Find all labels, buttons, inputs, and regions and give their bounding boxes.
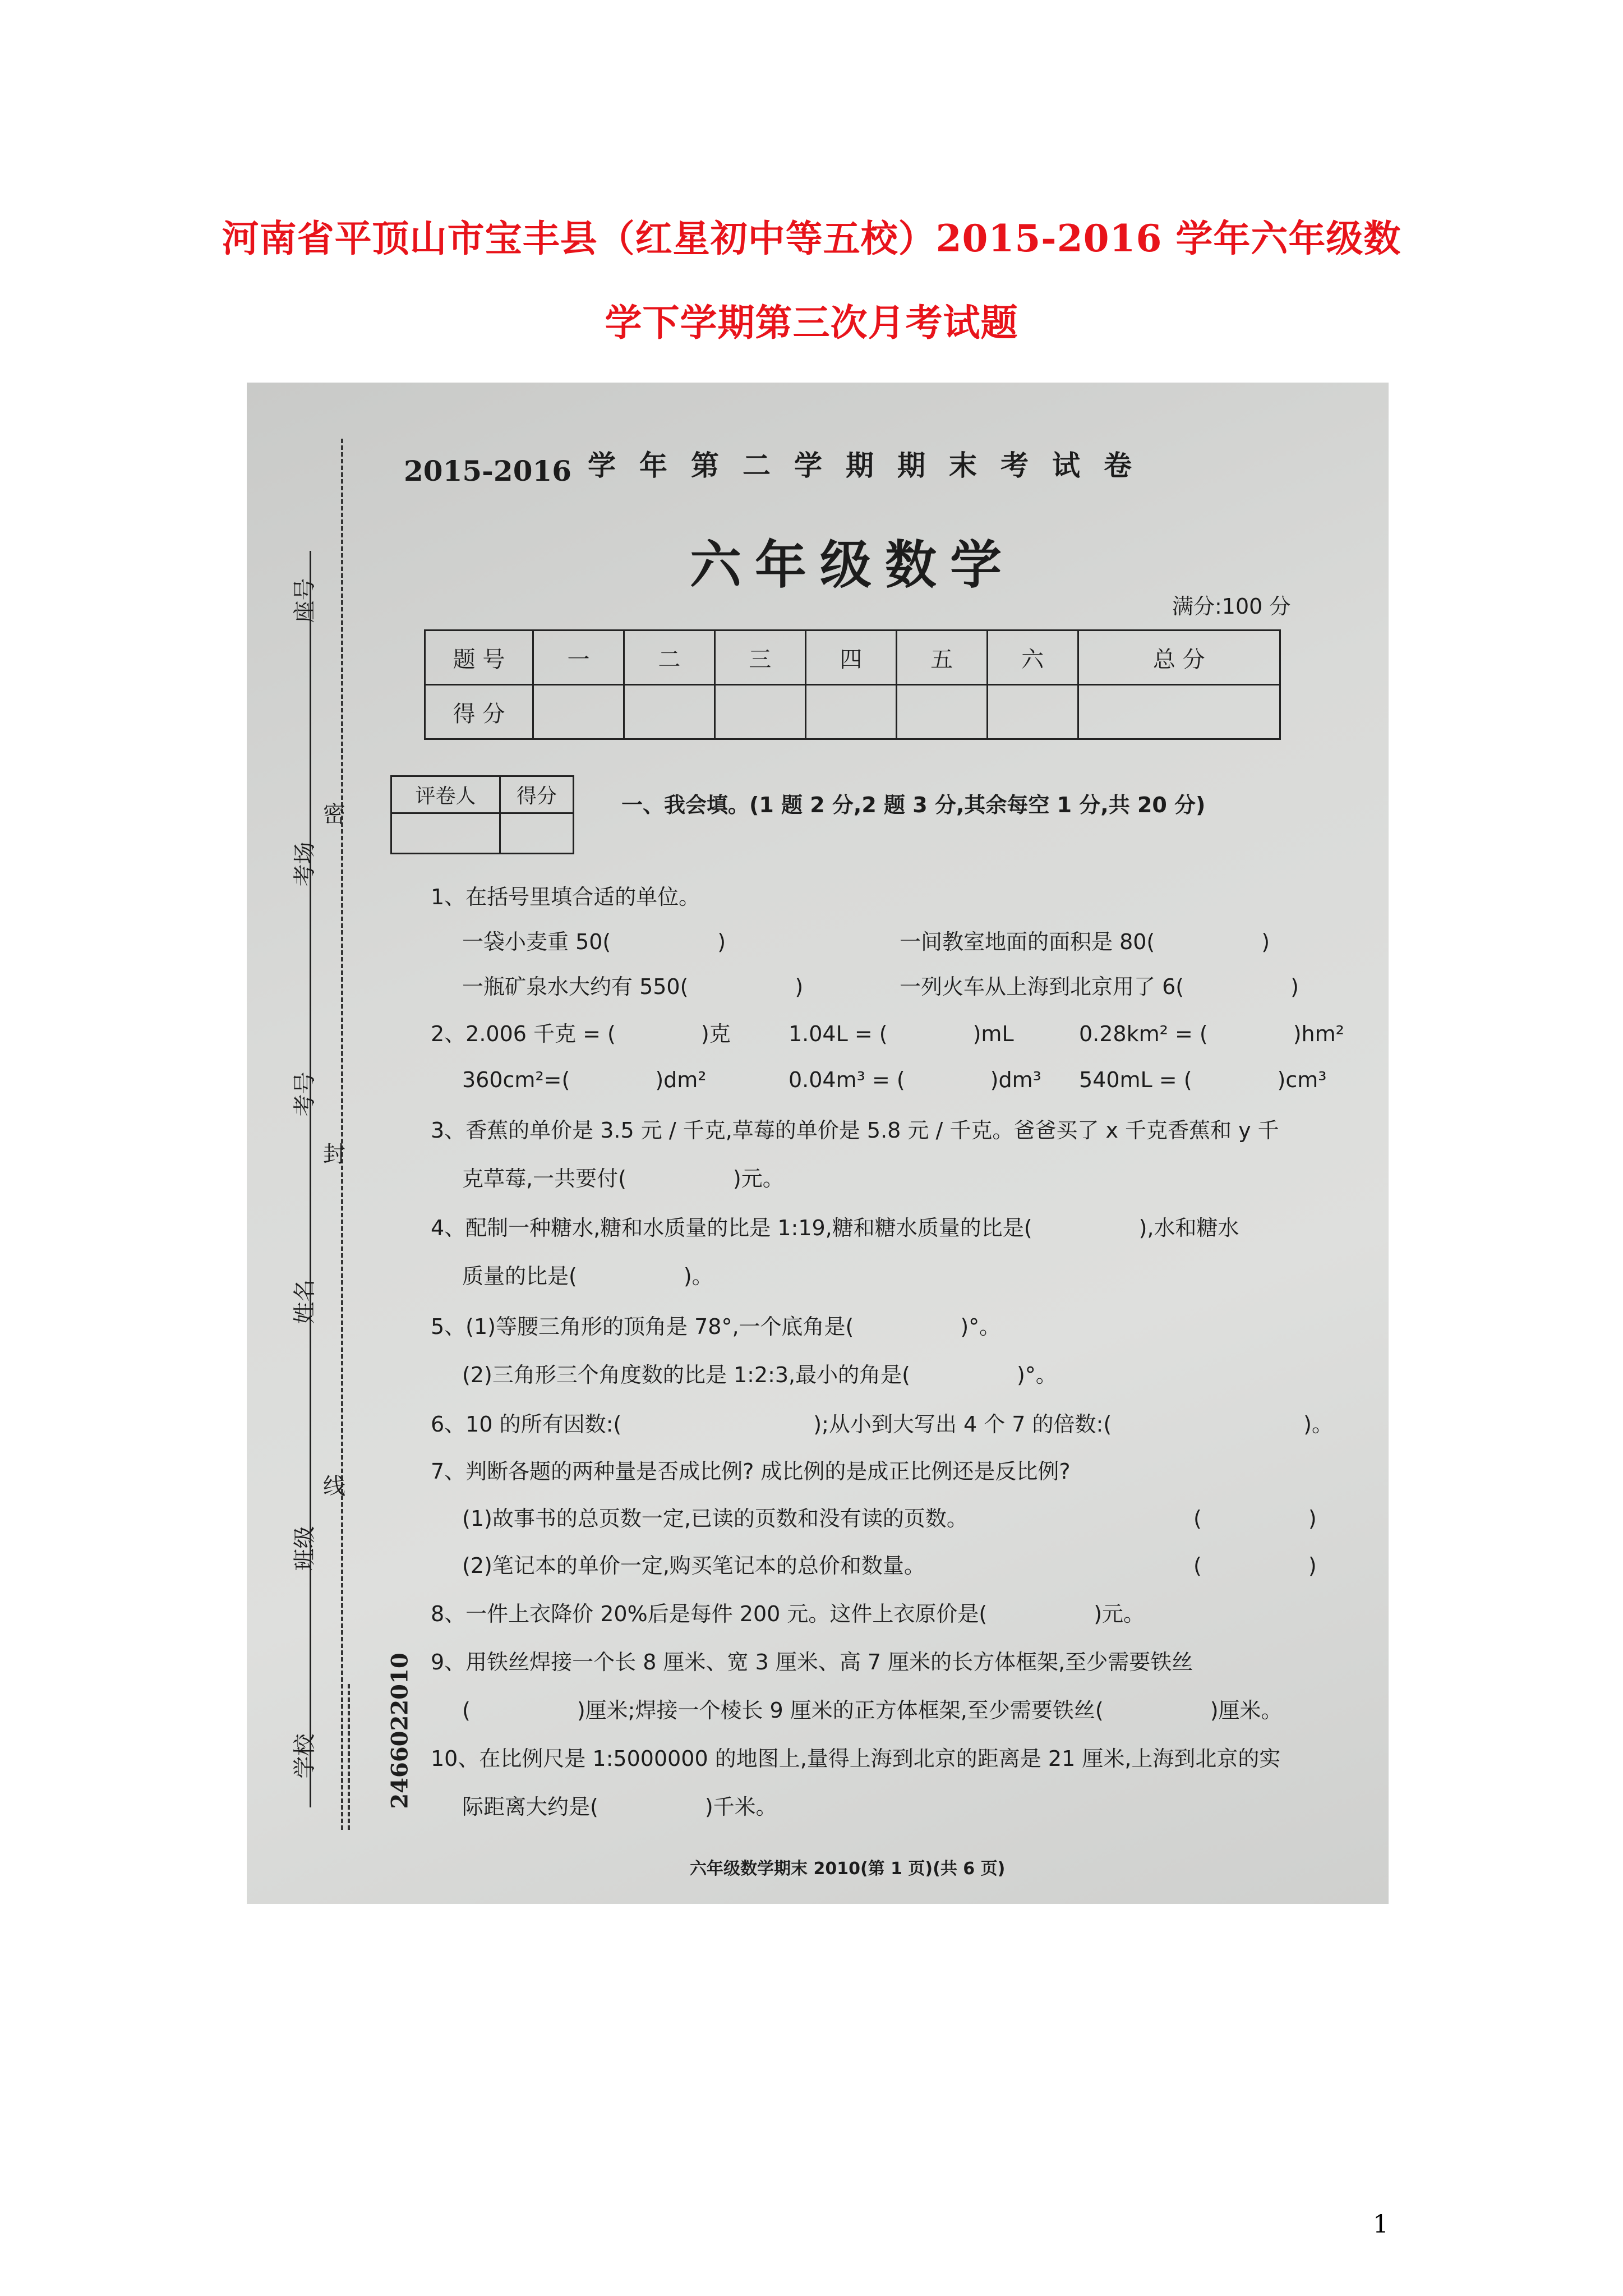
question-7-1: (1)故事书的总页数一定,已读的页数和没有读的页数。 [462,1506,968,1531]
score-header-cell: 一 [533,631,624,685]
question-9-cont: ( )厘米;焊接一个棱长 9 厘米的正方体框架,至少需要铁丝( )厘米。 [462,1698,1283,1723]
section-1-heading: 一、我会填。(1 题 2 分,2 题 3 分,其余每空 1 分,共 20 分) [621,793,1206,817]
score-cell [805,685,896,739]
question-3-cont: 克草莓,一共要付( )元。 [462,1166,784,1191]
question-6: 6、10 的所有因数:( );从小到大写出 4 个 7 的倍数:( )。 [431,1412,1333,1437]
score-header-cell: 二 [624,631,714,685]
score-cell [987,685,1078,739]
question-5-1: 5、(1)等腰三角形的顶角是 78°,一个底角是( )°。 [431,1314,1001,1339]
page-number: 1 [1373,2210,1389,2239]
exam-year: 2015-2016 [404,454,572,487]
question-1: 1、在括号里填合适的单位。 [431,885,700,909]
seal-mark-xian: 线 [323,1474,345,1499]
q1-item-c: 一瓶矿泉水大约有 550( ) [462,974,804,999]
seat-label: 座号 [292,578,318,623]
question-10: 10、在比例尺是 1:5000000 的地图上,量得上海到北京的距离是 21 厘米,上海到北京的实 [431,1746,1281,1771]
question-10-cont: 际距离大约是( )千米。 [462,1795,777,1819]
q1-item-a: 一袋小麦重 50( ) [462,930,726,954]
grader-header: 评卷人 [391,776,500,813]
seal-mark-feng: 封 [323,1142,345,1167]
grader-table [390,775,574,854]
score-cell [714,685,805,739]
seal-mark-mi: 密 [323,802,345,827]
score-cell [896,685,987,739]
score-cell [624,685,714,739]
question-2d: 360cm²=( )dm² [462,1068,707,1092]
question-7: 7、判断各题的两种量是否成比例? 成比例的是成正比例还是反比例? [431,1459,1071,1484]
score-header-cell: 三 [714,631,805,685]
seal-dashed-line-2 [348,1684,350,1830]
exam-paper-photo [247,383,1389,1904]
exam-number-label: 考号 [292,1071,318,1117]
q1-item-d: 一列火车从上海到北京用了 6( ) [900,974,1299,999]
score-row-label: 得 分 [425,685,533,739]
exam-header: 学年第二学期期末考试卷 [588,449,1155,482]
question-5-2: (2)三角形三个角度数的比是 1:2:3,最小的角是( )°。 [462,1363,1057,1387]
exam-footer: 六年级数学期末 2010(第 1 页)(共 6 页) [690,1859,1006,1879]
score-header-cell: 四 [805,631,896,685]
grader-header: 得分 [500,776,573,813]
question-3: 3、香蕉的单价是 3.5 元 / 千克,草莓的单价是 5.8 元 / 千克。爸爸买了 x 千克香蕉和 y 千 [431,1118,1279,1143]
binding-rule [310,551,311,1807]
question-7-1-answer: ( ) [1193,1506,1317,1531]
document-title-line-2: 学下学期第三次月考试题 [605,301,1018,344]
question-7-2-answer: ( ) [1193,1553,1317,1578]
full-score: 满分:100 分 [1172,594,1291,619]
binding-code: 2466022010 [386,1653,413,1809]
question-8: 8、一件上衣降价 20%后是每件 200 元。这件上衣原价是( )元。 [431,1602,1145,1626]
q1-item-b: 一间教室地面的面积是 80( ) [900,930,1270,954]
score-header-cell: 五 [896,631,987,685]
question-4: 4、配制一种糖水,糖和水质量的比是 1:19,糖和糖水质量的比是( ),水和糖水 [431,1216,1239,1240]
exam-title: 六年级数学 [690,535,1016,595]
score-header-cell: 六 [987,631,1078,685]
grader-cell [391,813,500,854]
question-2c: 0.28km² = ( )hm² [1079,1022,1344,1046]
question-4-cont: 质量的比是( )。 [462,1264,713,1289]
score-cell [533,685,624,739]
name-label: 姓名 [292,1279,318,1324]
question-2a: 2、2.006 千克 = ( )克 [431,1022,731,1046]
score-header-cell: 总 分 [1078,631,1280,685]
score-table [424,629,1281,740]
exam-room-label: 考场 [292,841,318,887]
seal-dashed-line [341,439,343,1830]
score-cell [1078,685,1280,739]
question-2e: 0.04m³ = ( )dm³ [789,1068,1041,1092]
class-label: 班级 [292,1526,318,1571]
document-title-line-1: 河南省平顶山市宝丰县（红星初中等五校）2015-2016 学年六年级数 [222,217,1401,260]
question-2b: 1.04L = ( )mL [789,1022,1014,1046]
grader-cell [500,813,573,854]
question-2f: 540mL = ( )cm³ [1079,1068,1327,1092]
question-7-2: (2)笔记本的单价一定,购买笔记本的总价和数量。 [462,1553,925,1578]
score-header-cell: 题 号 [425,631,533,685]
school-label: 学校 [292,1733,318,1779]
question-9: 9、用铁丝焊接一个长 8 厘米、宽 3 厘米、高 7 厘米的长方体框架,至少需要铁丝 [431,1650,1193,1674]
